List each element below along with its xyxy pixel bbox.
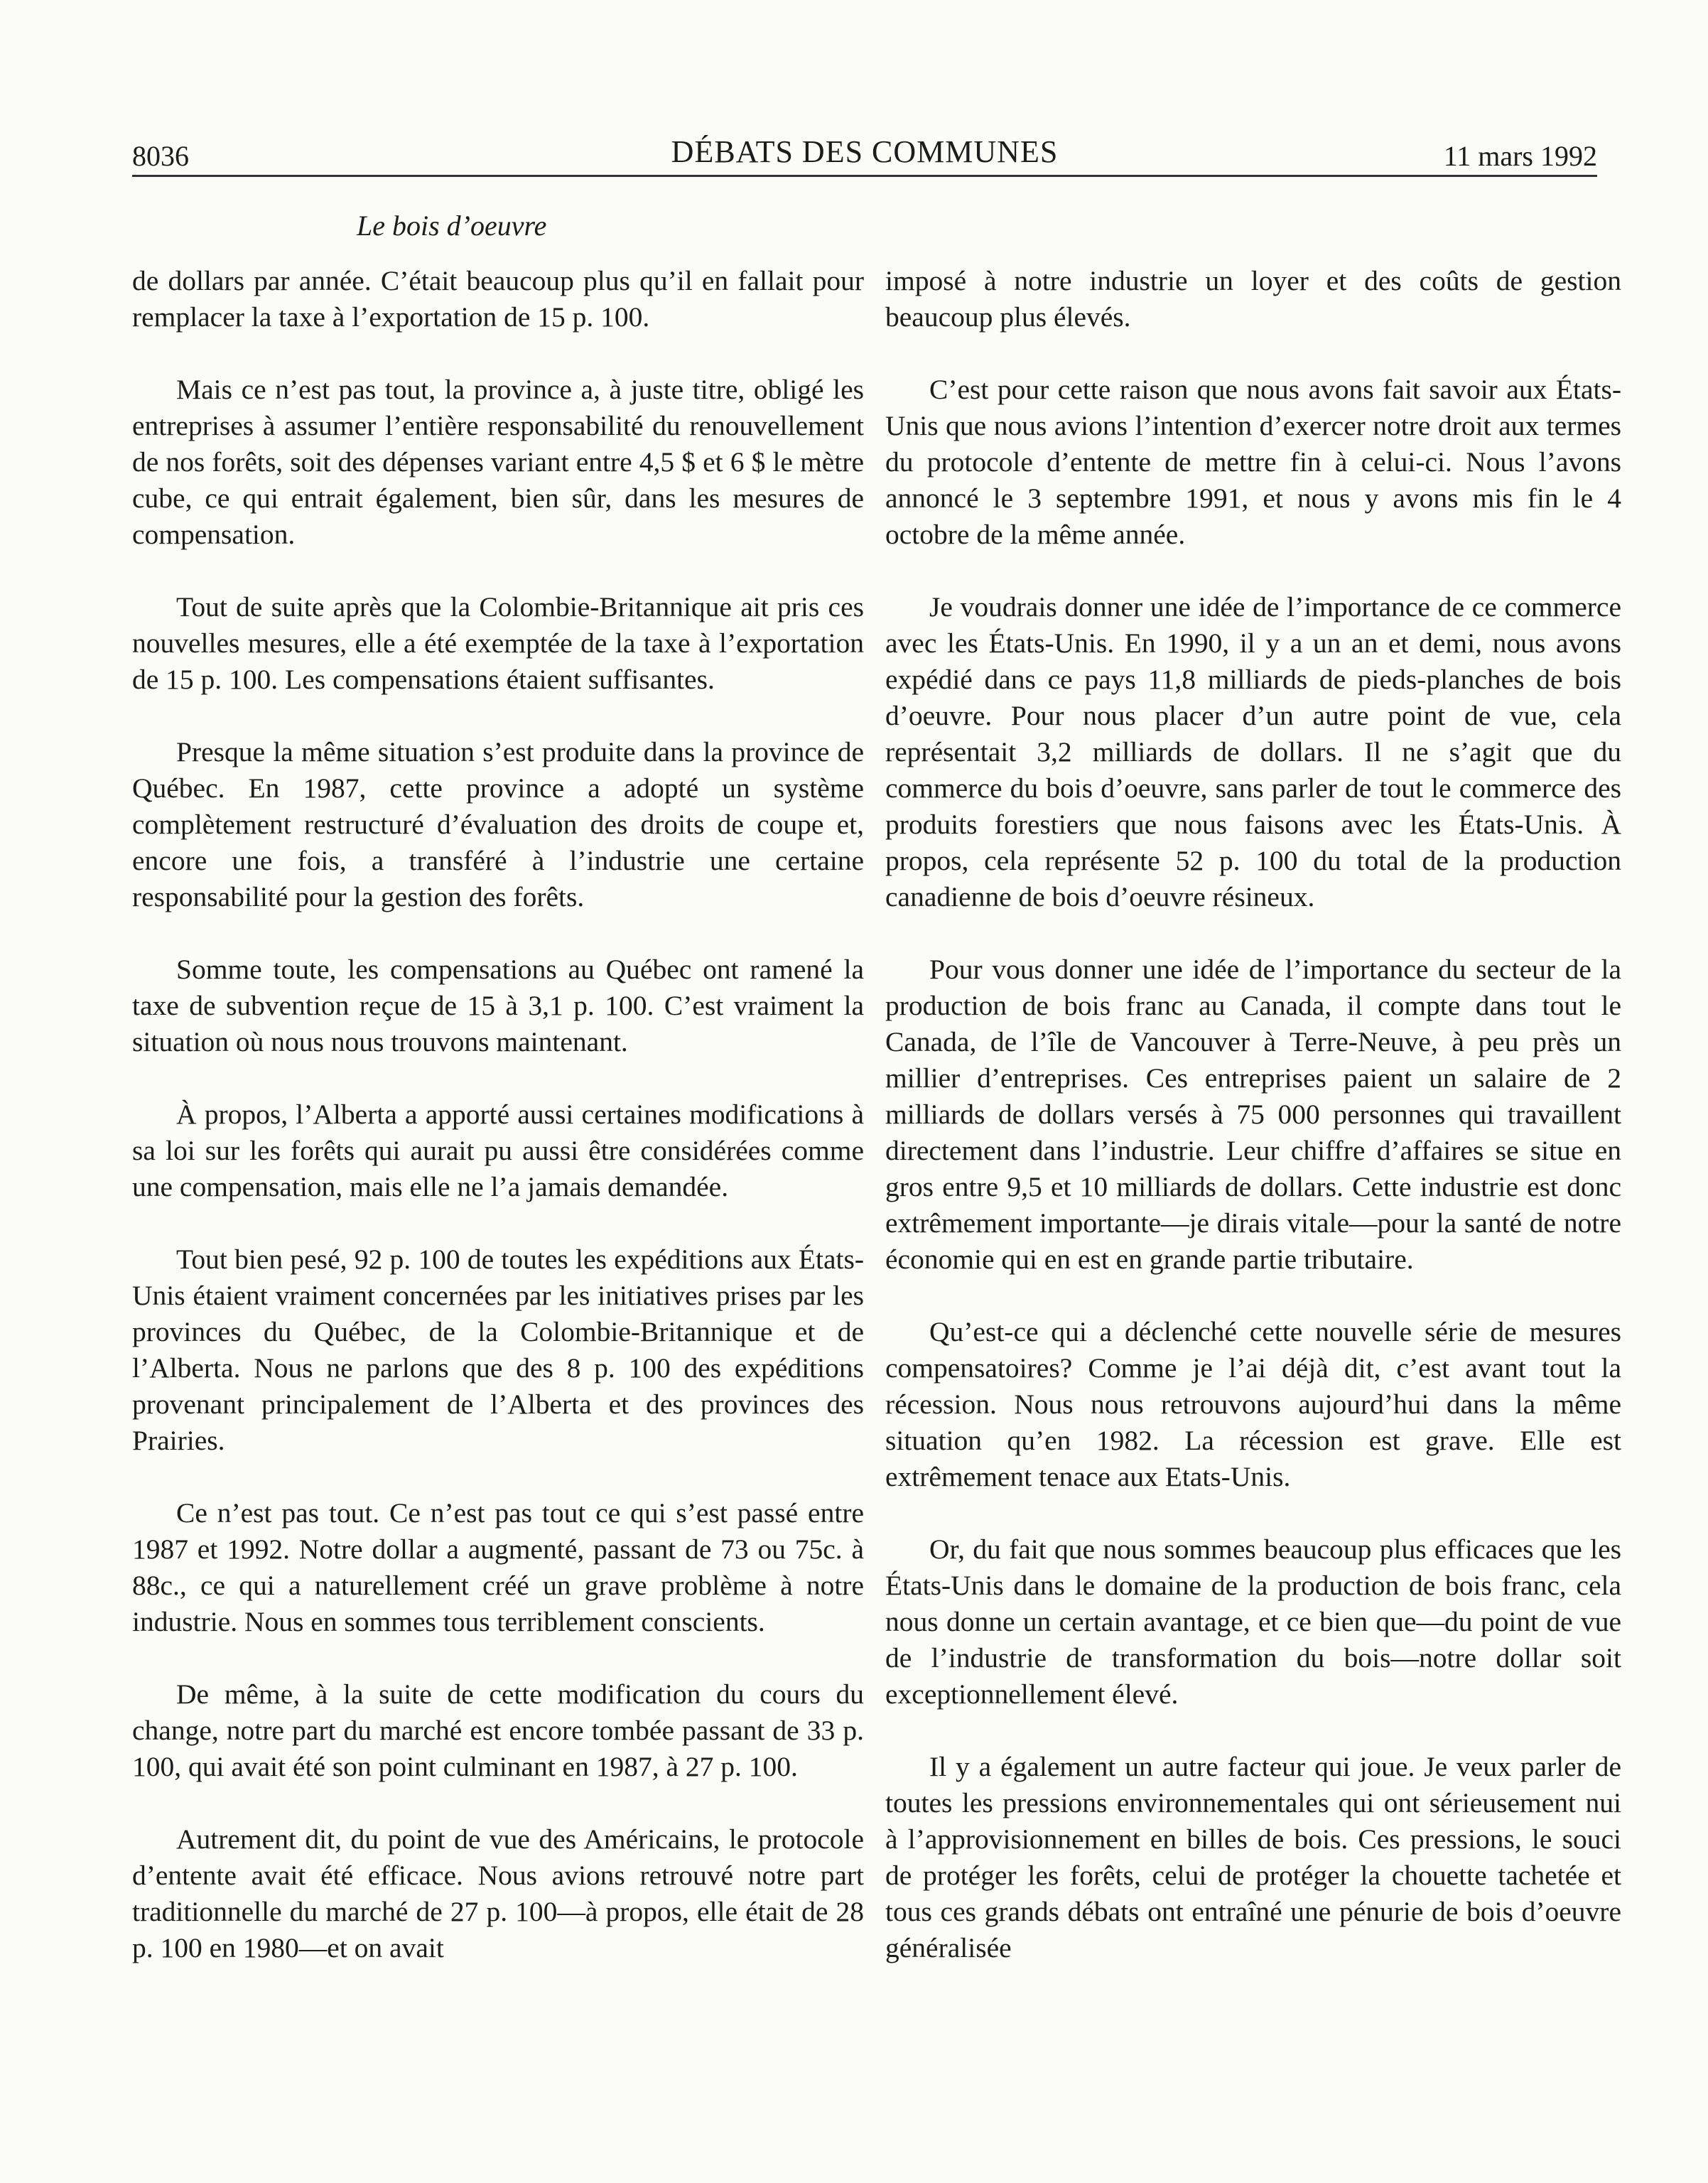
paragraph: Mais ce n’est pas tout, la province a, à juste titre, obligé les entreprises à assumer l’entière responsabilité du renouvellement de nos forêts, soit des dépenses variant entre 4,5 $ et 6 $ le mètre cube, ce qui entrait également, bien sûr, dans les mesures de compensation. <box>132 374 864 550</box>
paragraph: Il y a également un autre facteur qui joue. Je veux parler de toutes les pressions environnementales qui ont sérieusement nui à l’approvisionnement en billes de bois. Ces pressions, le souci de protéger les forêts, celui de protéger la chouette tachetée et tous ces grands débats ont entraîné une pénurie de bois d’oeuvre généralisée <box>885 1751 1621 1963</box>
paragraph: À propos, l’Alberta a apporté aussi certaines modifications à sa loi sur les forêts qui aurait pu aussi être considérées comme une compensation, mais elle ne l’a jamais demandée. <box>132 1099 864 1202</box>
paragraph: C’est pour cette raison que nous avons fait savoir aux États-Unis que nous avions l’intention d’exercer notre droit aux termes du protocole d’entente de mettre fin à celui-ci. Nous l’avons annoncé le 3 septembre 1991, et nous y avons mis fin le 4 octobre de la même année. <box>885 374 1621 550</box>
paragraph: Ce n’est pas tout. Ce n’est pas tout ce qui s’est passé entre 1987 et 1992. Notre dollar a augmenté, passant de 73 ou 75c. à 88c., ce qui a naturellement créé un grave problème à notre industrie. Nous en sommes tous terriblement conscients. <box>132 1497 864 1637</box>
paragraph: Presque la même situation s’est produite dans la province de Québec. En 1987, cette province a adopté un système complètement restructuré d’évaluation des droits de coupe et, encore une fois, a transféré à l’industrie une certaine responsabilité pour la gestion des forêts. <box>132 736 864 912</box>
paragraph: Je voudrais donner une idée de l’importance de ce commerce avec les États-Unis. En 1990, il y a un an et demi, nous avons expédié dans ce pays 11,8 milliards de pieds-planches de bois d’oeuvre. Pour nous placer d’un autre point de vue, cela représentait 3,2 milliards de dollars. Il ne s’agit que du commerce du bois d’oeuvre, sans parler de tout le commerce des produits forestiers que nous faisons avec les États-Unis. À propos, cela représente 52 p. 100 du total de la production canadienne de bois d’oeuvre résineux. <box>885 591 1621 912</box>
paragraph: de dollars par année. C’était beaucoup plus qu’il en fallait pour remplacer la taxe à l’exportation de 15 p. 100. <box>132 265 864 333</box>
section-title: Le bois d’oeuvre <box>357 210 547 242</box>
left-column <box>132 263 864 2003</box>
publication-title: DÉBATS DES COMMUNES <box>671 134 1059 169</box>
page-number: 8036 <box>132 140 189 172</box>
publication-date: 11 mars 1992 <box>1443 140 1597 172</box>
paragraph: Autrement dit, du point de vue des Américains, le protocole d’entente avait été efficace. Nous avions retrouvé notre part traditionnelle du marché de 27 p. 100—à propos, elle était de 28 p. 100 en 1980—et on avait <box>132 1823 864 1963</box>
page-header <box>132 134 1597 178</box>
paragraph: Pour vous donner une idée de l’importance du secteur de la production de bois franc au Canada, il compte dans tout le Canada, de l’île de Vancouver à Terre-Neuve, à peu près un millier d’entreprises. Ces entreprises paient un salaire de 2 milliards de dollars versés à 75 000 personnes qui travaillent directement dans l’industrie. Leur chiffre d’affaires se situe en gros entre 9,5 et 10 milliards de dollars. Cette industrie est donc extrêmement importante—je dirais vitale—pour la santé de notre économie qui en est en grande partie tributaire. <box>885 954 1621 1275</box>
paragraph: De même, à la suite de cette modification du cours du change, notre part du marché est encore tombée passant de 33 p. 100, qui avait été son point culminant en 1987, à 27 p. 100. <box>132 1678 864 1782</box>
header-rule <box>132 175 1597 177</box>
paragraph: Qu’est-ce qui a déclenché cette nouvelle série de mesures compensatoires? Comme je l’ai déjà dit, c’est avant tout la récession. Nous nous retrouvons aujourd’hui dans la même situation qu’en 1982. La récession est grave. Elle est extrêmement tenace aux Etats-Unis. <box>885 1316 1621 1492</box>
paragraph: imposé à notre industrie un loyer et des coûts de gestion beaucoup plus élevés. <box>885 265 1621 333</box>
paragraph: Somme toute, les compensations au Québec ont ramené la taxe de subvention reçue de 15 à 3,1 p. 100. C’est vraiment la situation où nous nous trouvons maintenant. <box>132 954 864 1057</box>
paragraph: Tout bien pesé, 92 p. 100 de toutes les expéditions aux États-Unis étaient vraiment concernées par les initiatives prises par les provinces du Québec, de la Colombie-Britannique et de l’Alberta. Nous ne parlons que des 8 p. 100 des expéditions provenant principalement de l’Alberta et des provinces des Prairies. <box>132 1244 864 1456</box>
paragraph: Tout de suite après que la Colombie-Britannique ait pris ces nouvelles mesures, elle a été exemptée de la taxe à l’exportation de 15 p. 100. Les compensations étaient suffisantes. <box>132 591 864 695</box>
paragraph: Or, du fait que nous sommes beaucoup plus efficaces que les États-Unis dans le domaine de la production de bois franc, cela nous donne un certain avantage, et ce bien que—du point de vue de l’industrie de transformation du bois—notre dollar soit exceptionnellement élevé. <box>885 1534 1621 1710</box>
right-column <box>885 263 1621 2003</box>
